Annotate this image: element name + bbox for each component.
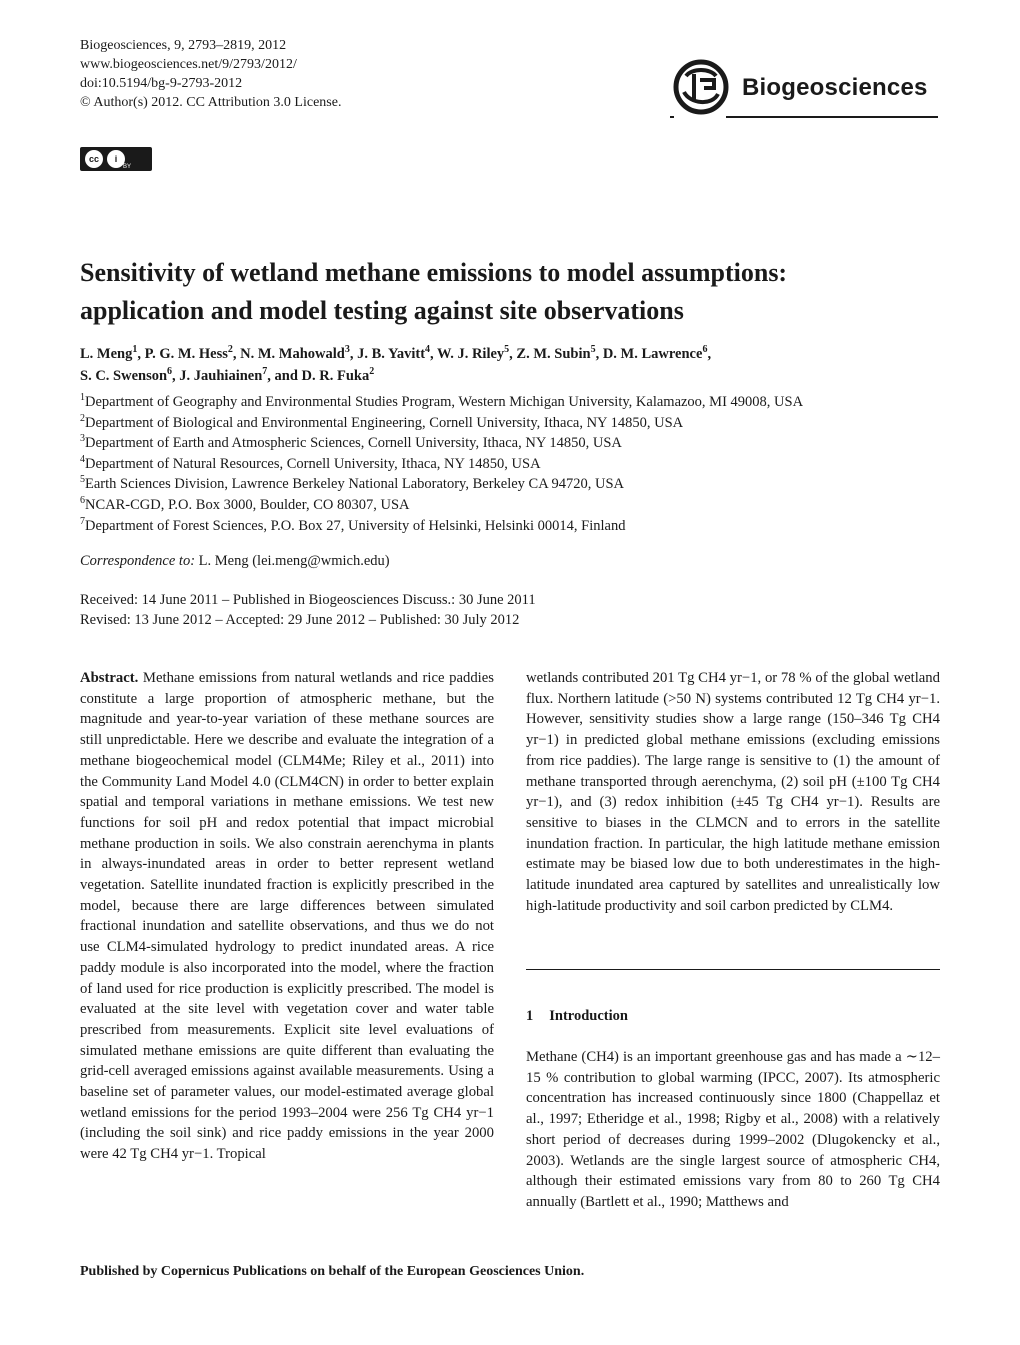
author: D. M. Lawrence$^6$ (602, 344, 708, 362)
logo-rule (726, 116, 938, 118)
author: J. Jauhiainen$^7$ (179, 366, 268, 384)
cc-by-badge[interactable] (80, 147, 152, 171)
correspondence-email[interactable]: L. Meng (lei.meng@wmich.edu) (198, 553, 390, 569)
doi[interactable]: doi:10.5194/bg-9-2793-2012 (80, 76, 243, 91)
affiliation: $^4$Department of Natural Resources, Cornell University, Ithaca, NY 14850, USA (80, 453, 541, 472)
author: Z. M. Subin$^5$ (516, 344, 596, 362)
author: P. G. M. Hess$^2$ (144, 344, 233, 362)
affiliation: $^1$Department of Geography and Environmental Studies Program, Western Michigan University, Kalamazoo, MI 49008, USA (80, 392, 804, 410)
abstract-text-right: wetlands contributed 201 Tg CH4 yr−1, or 78 % of the global wetland flux. Northern latitude (>50 N) systems contributed 12 Tg CH4 yr−1. However, sensitivity studies show a large range (150–346 Tg CH4 yr−1) in predicted global methane emissions (excluding emissions from rice paddies). The large range is sensitive to (1) the amount of methane transported through aerenchyma, (2) soil pH (±100 Tg CH4 yr−1), and (3) redox inhibition (±45 Tg CH4 yr−1). Results are sensitive to biases in the CLMCN and to errors in the satellite inundation fraction. In particular, the high latitude methane emission estimate may be biased low due to both underestimates in the high-latitude inundated area captured by satellites and unrealistically low high-latitude productivity and soil carbon predicted by CLM4. (526, 670, 940, 914)
cc-icon: cc (85, 150, 103, 168)
affiliation: $^5$Earth Sciences Division, Lawrence Berkeley National Laboratory, Berkeley CA 94720, USA (80, 474, 625, 493)
author: W. J. Riley$^5$ (437, 344, 510, 362)
journal-logo (670, 56, 938, 120)
affiliation: $^3$Department of Earth and Atmospheric Sciences, Cornell University, Ithaca, NY 14850, USA (80, 433, 622, 452)
paper-title (80, 254, 940, 330)
author: J. B. Yavitt$^4$ (357, 344, 431, 362)
introduction-text (526, 1047, 940, 1213)
title-line-2: application and model testing against site observations (80, 296, 684, 325)
correspondence (80, 553, 390, 570)
title-line-1: Sensitivity of wetland methane emissions to model assumptions: (80, 258, 788, 287)
affiliation-list (80, 392, 960, 536)
author: N. M. Mahowald$^3$ (240, 344, 350, 362)
affiliation: $^7$Department of Forest Sciences, P.O. Box 27, University of Helsinki, Helsinki 00014, Finland (80, 515, 626, 534)
dates-line-2: Revised: 13 June 2012 – Accepted: 29 June 2012 – Published: 30 July 2012 (80, 612, 520, 628)
section-title: Introduction (549, 1008, 628, 1024)
affiliation: $^2$Department of Biological and Environmental Engineering, Cornell University, Ithaca, NY 14850, USA (80, 412, 684, 431)
section-heading-introduction (526, 1008, 628, 1025)
abstract-text-left: Methane emissions from natural wetlands and rice paddies constitute a large proportion of atmospheric methane, but the magnitude and year-to-year variation of these methane sources are still unpredictable. Here we describe and evaluate the integration of a methane biogeochemical model (CLM4Me; Riley et al., 2011) into the Community Land Model 4.0 (CLM4CN) in order to better explain spatial and temporal variations in methane emissions. We test new functions for soil pH and redox potential that impact microbial methane production in soils. We also constrain aerenchyma in plants in always-inundated areas in order to better represent wetland vegetation. Satellite inundated fraction is explicitly prescribed in the model, because there are large differences between simulated fractional inundation and satellite observations, and thus we do not use CLM4-simulated hydrology to predict inundated areas. A rice paddy module is also incorporated into the model, where the fraction of land used for rice production is explicitly prescribed. The model is evaluated at the site level with vegetation cover and water table prescribed from measurements. Explicit site level evaluations of simulated methane emissions are quite different than evaluating the grid-cell averaged emissions against available measurements. Using a baseline set of parameter values, our model-estimated average global wetland emissions for the period 1993–2004 were 256 Tg CH4 yr−1 (including the soil sink) and rice paddy emissions in the year 2000 were 42 Tg CH4 yr−1. Tropical (80, 670, 494, 1163)
author: L. Meng$^1$ (80, 344, 138, 362)
abstract-column-left (80, 668, 494, 1165)
publisher-footer: Published by Copernicus Publications on behalf of the European Geosciences Union. (80, 1264, 585, 1279)
logo-tick (670, 116, 674, 118)
dates-line-1: Received: 14 June 2011 – Published in Biogeosciences Discuss.: 30 June 2011 (80, 592, 536, 608)
article-url[interactable]: www.biogeosciences.net/9/2793/2012/ (80, 57, 297, 72)
author: D. R. Fuka$^2$ (301, 366, 375, 384)
section-number: 1 (526, 1008, 534, 1024)
publication-dates (80, 590, 536, 630)
author: S. C. Swenson$^6$ (80, 366, 173, 384)
correspondence-label: Correspondence to: (80, 553, 196, 569)
abstract-label: Abstract. (80, 670, 139, 686)
citation: Biogeosciences, 9, 2793–2819, 2012 (80, 38, 287, 53)
by-label: BY (123, 164, 132, 170)
author-list: L. Meng$^1$, P. G. M. Hess$^2$, N. M. Mahowald$^3$, J. B. Yavitt$^4$, W. J. Riley$^5$, Z. M. Subin$^5$, D. M. Lawrence$^6$, S. C. Swenson$^6$, J. Jauhiainen$^7$, and D. R. Fuka$^2$ (80, 344, 712, 384)
journal-name: Biogeosciences (742, 74, 928, 101)
biogeosciences-logo-icon (672, 58, 730, 116)
license-text: © Author(s) 2012. CC Attribution 3.0 License. (80, 95, 342, 110)
introduction-paragraph: Methane (CH4) is an important greenhouse gas and has made a ∼12–15 % contribution to global warming (IPCC, 2007). Its atmospheric concentration has increased continuously since 1800 (Chappellaz et al., 1997; Etheridge et al., 1998; Rigby et al., 2008) with a relatively short period of decreases during 1999–2002 (Dlugokencky et al., 2003). Wetlands are the single largest source of atmospheric CH4, although their estimated emissions vary from 80 to 260 Tg CH4 annually (Bartlett et al., 1990; Matthews and (526, 1049, 940, 1210)
abstract-column-right (526, 668, 940, 916)
abstract-divider (526, 969, 940, 970)
affiliation: $^6$NCAR-CGD, P.O. Box 3000, Boulder, CO 80307, USA (80, 495, 410, 513)
article-meta (80, 36, 341, 112)
attribution-icon: i (107, 150, 125, 168)
